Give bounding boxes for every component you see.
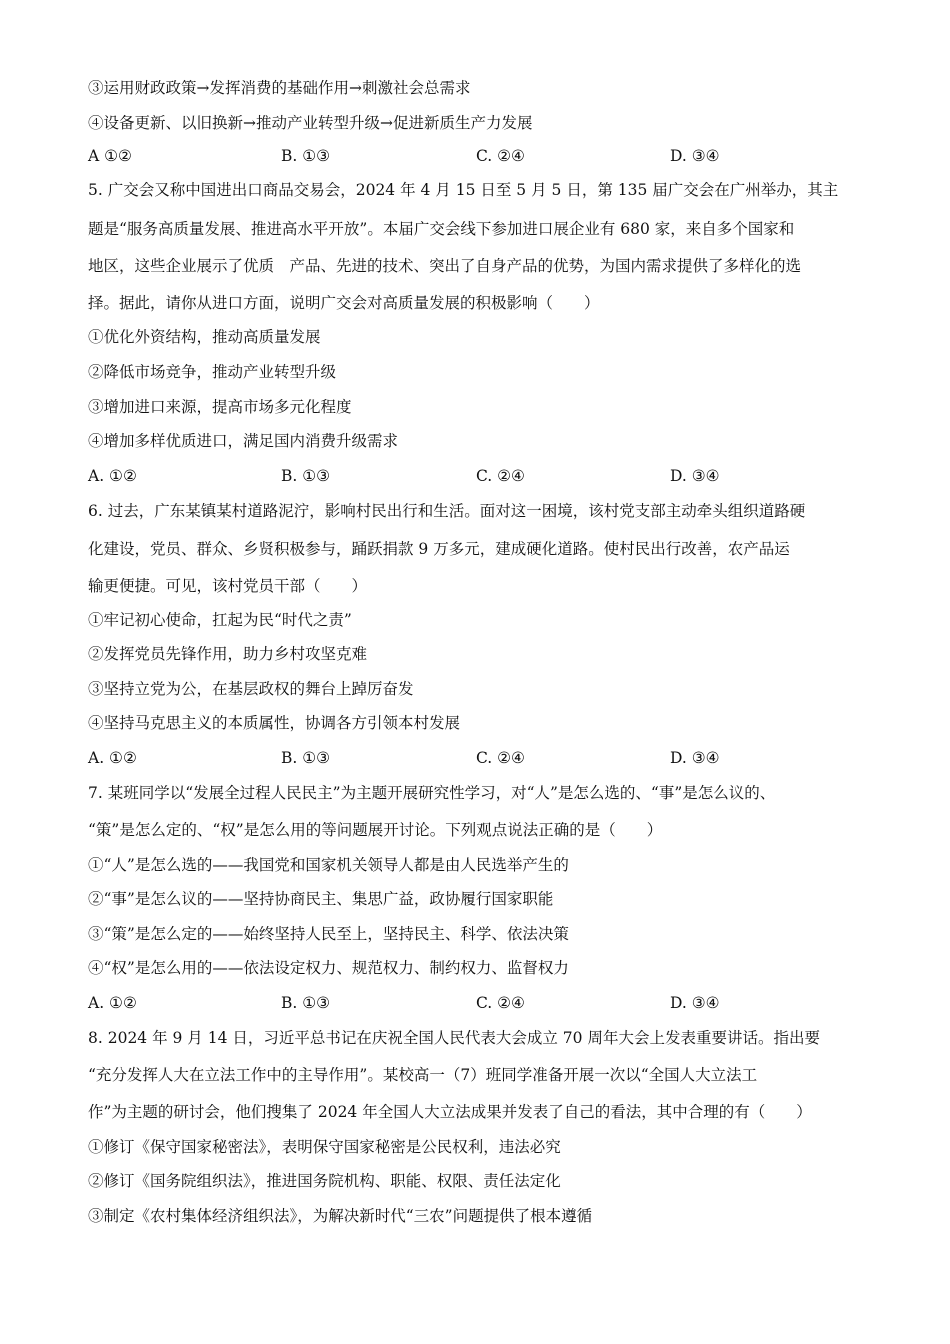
q8-item-1: ①修订《保守国家秘密法》，表明保守国家秘密是公民权利，违法必究 xyxy=(88,1138,561,1156)
q8-stem-line: 作”为主题的研讨会，他们搜集了 2024 年全国人大立法成果并发表了自己的看法，其中合理的有（ ） xyxy=(88,1103,812,1121)
q5-item-4: ④增加多样优质进口，满足国内消费升级需求 xyxy=(88,432,399,450)
q8-stem-line: 8. 2024 年 9 月 14 日，习近平总书记在庆祝全国人民代表大会成立 70 周年大会上发表重要讲话。指出要 xyxy=(88,1029,820,1047)
q6-option-a: A. ①② xyxy=(88,749,137,767)
q7-option-c: C. ②④ xyxy=(476,994,525,1012)
q8-item-2: ②修订《国务院组织法》，推进国务院机构、职能、权限、责任法定化 xyxy=(88,1172,561,1190)
q7-stem-line: “策”是怎么定的、“权”是怎么用的等问题展开讨论。下列观点说法正确的是（ ） xyxy=(88,821,663,839)
q8-item-3: ③制定《农村集体经济组织法》，为解决新时代“三农”问题提供了根本遵循 xyxy=(88,1207,593,1225)
q6-stem-line: 6. 过去，广东某镇某村道路泥泞，影响村民出行和生活。面对这一困境，该村党支部主动牵头组织道路硬 xyxy=(88,502,806,520)
q5-option-b: B. ①③ xyxy=(281,467,331,485)
q4-option-a: A ①② xyxy=(88,147,132,165)
q7-item-3: ③“策”是怎么定的——始终坚持人民至上，坚持民主、科学、依法决策 xyxy=(88,925,569,943)
q4-item-3: ③运用财政政策→发挥消费的基础作用→刺激社会总需求 xyxy=(88,79,471,97)
q6-item-1: ①牢记初心使命，扛起为民“时代之责” xyxy=(88,611,352,629)
q4-option-d: D. ③④ xyxy=(670,147,720,165)
q4-option-c: C. ②④ xyxy=(476,147,525,165)
q7-option-d: D. ③④ xyxy=(670,994,720,1012)
q7-item-2: ②“事”是怎么议的——坚持协商民主、集思广益，政协履行国家职能 xyxy=(88,890,554,908)
q5-option-d: D. ③④ xyxy=(670,467,720,485)
q4-item-4: ④设备更新、以旧换新→推动产业转型升级→促进新质生产力发展 xyxy=(88,114,533,132)
q7-item-1: ①“人”是怎么选的——我国党和国家机关领导人都是由人民选举产生的 xyxy=(88,856,569,874)
q6-item-4: ④坚持马克思主义的本质属性，协调各方引领本村发展 xyxy=(88,714,461,732)
q5-stem-line: 地区，这些企业展示了优质 产品、先进的技术、突出了自身产品的优势，为国内需求提供了多样化的选 xyxy=(88,257,802,275)
q6-option-b: B. ①③ xyxy=(281,749,331,767)
q5-option-c: C. ②④ xyxy=(476,467,525,485)
q6-item-3: ③坚持立党为公，在基层政权的舞台上踔厉奋发 xyxy=(88,680,414,698)
q7-option-b: B. ①③ xyxy=(281,994,331,1012)
q5-stem-line: 题是“服务高质量发展、推进高水平开放”。本届广交会线下参加进口展企业有 680 家，来自多个国家和 xyxy=(88,220,795,238)
q5-item-1: ①优化外资结构，推动高质量发展 xyxy=(88,328,321,346)
q5-option-a: A. ①② xyxy=(88,467,137,485)
q4-option-b: B. ①③ xyxy=(281,147,331,165)
q7-option-a: A. ①② xyxy=(88,994,137,1012)
q6-option-c: C. ②④ xyxy=(476,749,525,767)
q5-item-3: ③增加进口来源，提高市场多元化程度 xyxy=(88,398,352,416)
q6-option-d: D. ③④ xyxy=(670,749,720,767)
q7-item-4: ④“权”是怎么用的——依法设定权力、规范权力、制约权力、监督权力 xyxy=(88,959,569,977)
q5-stem-line: 择。据此，请你从进口方面，说明广交会对高质量发展的积极影响（ ） xyxy=(88,294,600,312)
q5-stem-line: 5. 广交会又称中国进出口商品交易会，2024 年 4 月 15 日至 5 月 5 日，第 135 届广交会在广州举办，其主 xyxy=(88,181,839,199)
q7-options xyxy=(88,993,888,1013)
q6-item-2: ②发挥党员先锋作用，助力乡村攻坚克难 xyxy=(88,645,368,663)
q8-stem-line: “充分发挥人大在立法工作中的主导作用”。某校高一（7）班同学准备开展一次以“全国人大立法工 xyxy=(88,1066,758,1084)
q5-options xyxy=(88,466,888,486)
q6-stem-line: 输更便捷。可见，该村党员干部（ ） xyxy=(88,577,368,595)
q6-options xyxy=(88,748,888,768)
q6-stem-line: 化建设，党员、群众、乡贤积极参与，踊跃捐款 9 万多元，建成硬化道路。使村民出行改善，农产品运 xyxy=(88,540,790,558)
q4-options xyxy=(88,146,888,166)
q7-stem-line: 7. 某班同学以“发展全过程人民民主”为主题开展研究性学习，对“人”是怎么选的、“事”是怎么议的、 xyxy=(88,784,776,802)
q5-item-2: ②降低市场竞争，推动产业转型升级 xyxy=(88,363,337,381)
